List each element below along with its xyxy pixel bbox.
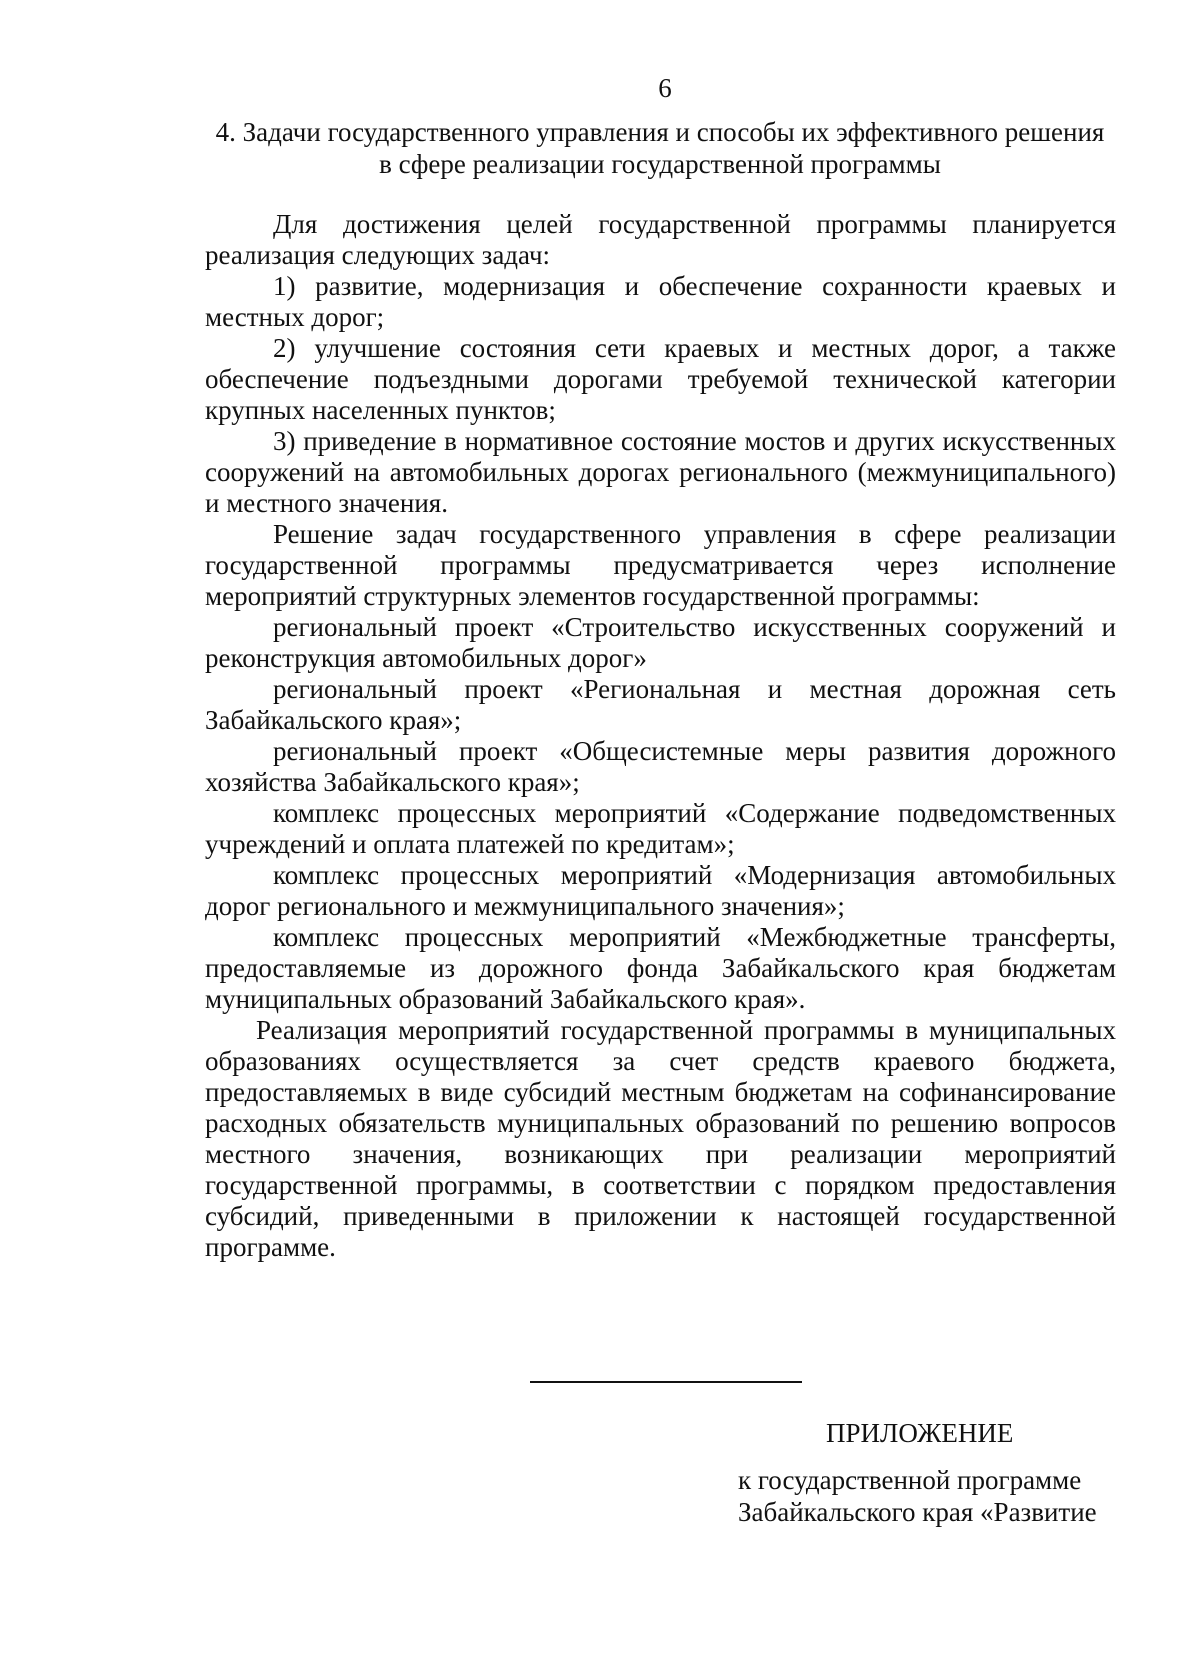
paragraph-implementation: Реализация мероприятий государственной программы в муниципальных образованиях осуществляется за счет средств краевого бюджета, предоставляемых в виде субсидий местным бюджетам на софинансирование расходных обязательств муниципальных образований по решению вопросов местного значения, возникающих при реализации мероприятий государственной программы, в соответствии с порядком предоставления субсидий, приведенными в приложении к настоящей государственной программе.: [205, 1015, 1116, 1262]
paragraph-solution: Решение задач государственного управления в сфере реализации государственной программы предусматривается через исполнение мероприятий структурных элементов государственной программы:: [205, 519, 1116, 611]
paragraph-task-1: 1) развитие, модернизация и обеспечение сохранности краевых и местных дорог;: [205, 271, 1116, 332]
paragraph-complex-1: комплекс процессных мероприятий «Содержание подведомственных учреждений и оплата платежей по кредитам»;: [205, 798, 1116, 859]
paragraph-complex-3: комплекс процессных мероприятий «Межбюджетные трансферты, предоставляемые из дорожного фонда Забайкальского края бюджетам муниципальных образований Забайкальского края».: [205, 922, 1116, 1014]
paragraph-complex-2: комплекс процессных мероприятий «Модернизация автомобильных дорог регионального и межмуниципального значения»;: [205, 860, 1116, 921]
section-heading-line-1: 4. Задачи государственного управления и способы их эффективного решения: [215, 117, 1105, 147]
appendix-subtitle-line-1: к государственной программе: [738, 1465, 1082, 1495]
paragraph-intro: Для достижения целей государственной программы планируется реализация следующих задач:: [205, 209, 1116, 270]
appendix-subtitle-line-2: Забайкальского края «Развитие: [738, 1497, 1097, 1527]
paragraph-project-2: региональный проект «Региональная и местная дорожная сеть Забайкальского края»;: [205, 674, 1116, 735]
section-heading-line-2: в сфере реализации государственной программы: [379, 149, 941, 179]
paragraph-project-3: региональный проект «Общесистемные меры развития дорожного хозяйства Забайкальского края»;: [205, 736, 1116, 797]
paragraph-task-2: 2) улучшение состояния сети краевых и местных дорог, а также обеспечение подъездными дорогами требуемой технической категории крупных населенных пунктов;: [205, 333, 1116, 425]
page-number: 6: [658, 73, 672, 103]
section-heading: [200, 116, 1120, 180]
paragraph-task-3: 3) приведение в нормативное состояние мостов и других искусственных сооружений на автомобильных дорогах регионального (межмуниципального) и местного значения.: [205, 426, 1116, 518]
section-divider: [530, 1381, 802, 1383]
paragraph-project-1: региональный проект «Строительство искусственных сооружений и реконструкция автомобильных дорог»: [205, 612, 1116, 673]
document-body: [205, 209, 1116, 1263]
appendix-title: ПРИЛОЖЕНИЕ: [826, 1418, 1014, 1448]
